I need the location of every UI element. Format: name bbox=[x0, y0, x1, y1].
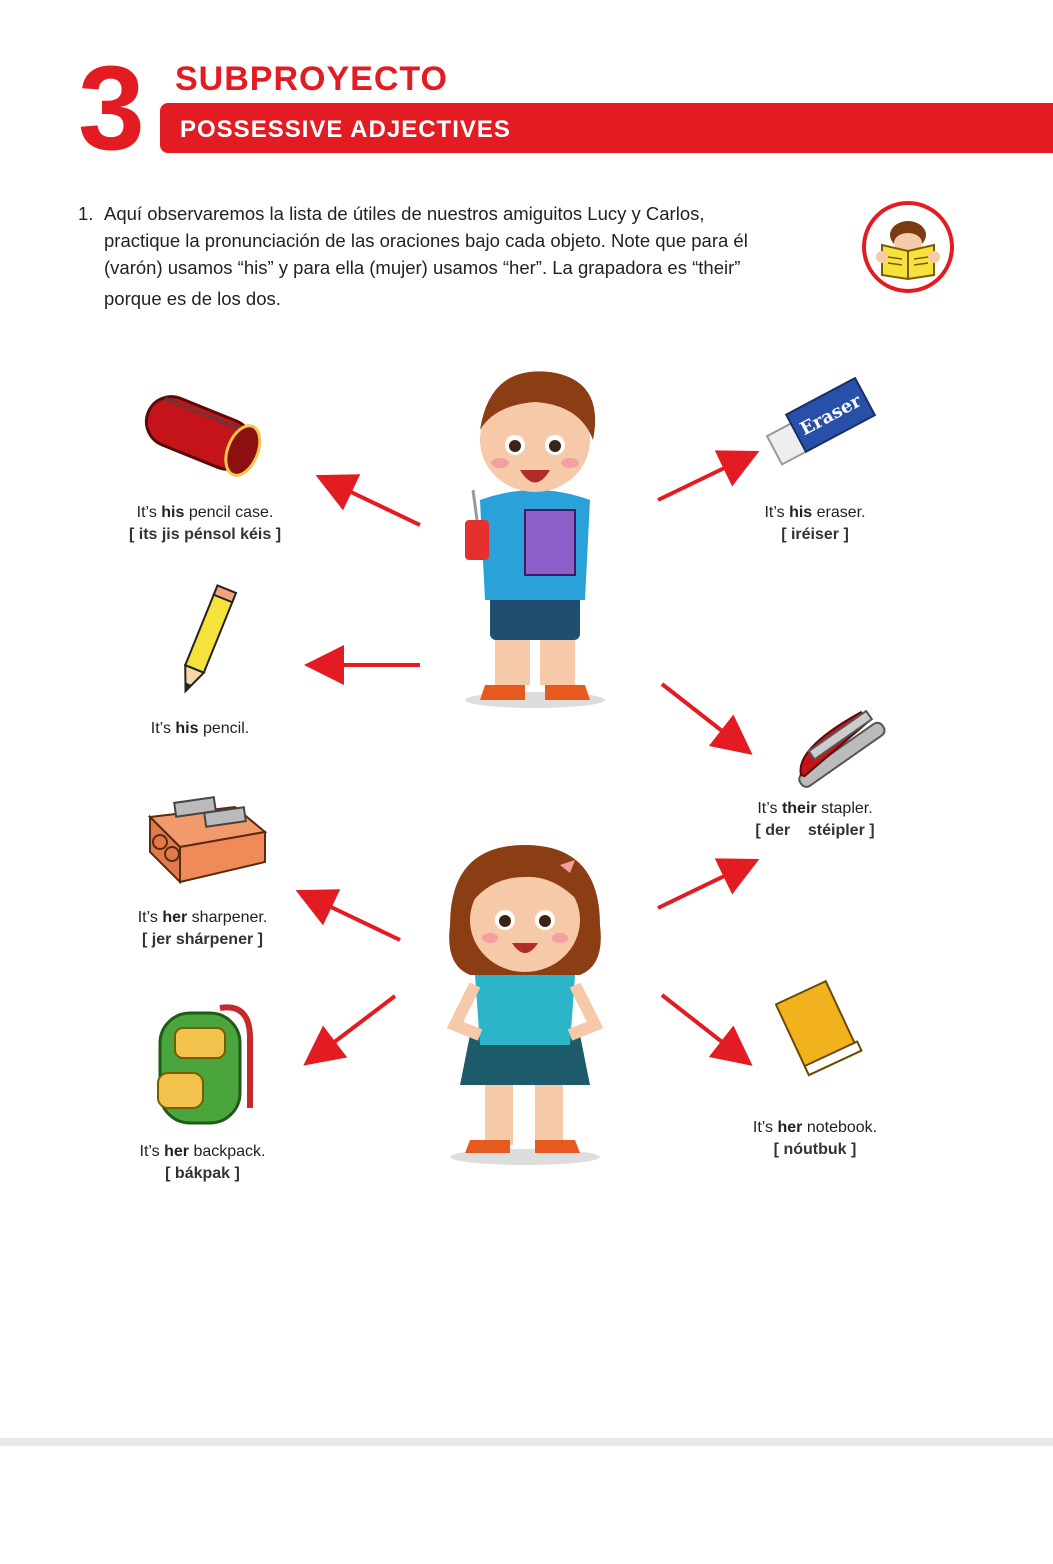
caption-post: pencil. bbox=[198, 720, 250, 737]
caption-post: pencil case. bbox=[184, 504, 274, 521]
instruction-line-3: (varón) usamos “his” y para ella (mujer) usamos “her”. La grapadora es “their” bbox=[104, 257, 741, 278]
notebook-image bbox=[775, 978, 865, 1078]
possessive-word: their bbox=[781, 800, 817, 817]
caption-pre: It’s bbox=[757, 800, 782, 817]
possessive-word: her bbox=[164, 1143, 190, 1160]
caption-pencil-case bbox=[95, 502, 315, 546]
possessive-word: his bbox=[789, 504, 813, 521]
pencil-image bbox=[165, 583, 245, 703]
caption-pre: It’s bbox=[136, 504, 162, 521]
instruction-number: 1. bbox=[78, 203, 94, 224]
arrow-sharpener bbox=[310, 897, 400, 940]
caption-backpack bbox=[100, 1141, 305, 1185]
pronunciation: [ der stéipler ] bbox=[755, 822, 875, 839]
eraser-image bbox=[760, 370, 880, 480]
caption-eraser bbox=[720, 502, 910, 546]
pronunciation: [ jer shárpener ] bbox=[142, 931, 263, 948]
page-bottom-divider bbox=[0, 1438, 1053, 1446]
instruction-line-2: practique la pronunciación de las oraciones bajo cada objeto. Note que para él bbox=[104, 230, 748, 251]
backpack-image bbox=[150, 998, 265, 1128]
caption-pre: It’s bbox=[752, 1119, 778, 1136]
arrow-stapler-girl bbox=[658, 866, 745, 908]
caption-notebook bbox=[710, 1117, 920, 1161]
pronunciation: [ bákpak ] bbox=[165, 1165, 240, 1182]
possessive-word: his bbox=[175, 720, 199, 737]
arrow-stapler bbox=[662, 684, 740, 745]
caption-stapler bbox=[715, 798, 915, 842]
eraser-brand: Eraser bbox=[796, 390, 865, 441]
pronunciation: [ iréiser ] bbox=[781, 526, 849, 543]
stapler-image bbox=[780, 695, 890, 795]
caption-post: notebook. bbox=[802, 1119, 878, 1136]
section-title: SUBPROYECTO bbox=[175, 60, 448, 98]
caption-sharpener bbox=[100, 907, 305, 951]
possessive-word: her bbox=[162, 909, 188, 926]
pronunciation: [ its jis pénsol kéis ] bbox=[128, 526, 282, 543]
pronunciation: [ nóutbuk ] bbox=[773, 1141, 857, 1158]
possessive-word: his bbox=[161, 504, 185, 521]
arrow-backpack bbox=[316, 996, 395, 1056]
caption-pre: It’s bbox=[139, 1143, 165, 1160]
caption-post: stapler. bbox=[816, 800, 873, 817]
instruction-line-1: Aquí observaremos la lista de útiles de nuestros amiguitos Lucy y Carlos, bbox=[104, 203, 705, 224]
boy-character bbox=[455, 360, 615, 710]
arrow-eraser bbox=[658, 458, 745, 500]
possessive-word: her bbox=[777, 1119, 803, 1136]
caption-pencil bbox=[100, 718, 300, 740]
caption-post: eraser. bbox=[812, 504, 866, 521]
sharpener-image bbox=[140, 792, 270, 887]
caption-pre: It’s bbox=[137, 909, 163, 926]
arrow-pencil-case bbox=[330, 482, 420, 525]
pencil-case-image bbox=[135, 380, 275, 485]
caption-post: backpack. bbox=[189, 1143, 266, 1160]
caption-pre: It’s bbox=[150, 720, 176, 737]
caption-pre: It’s bbox=[764, 504, 790, 521]
caption-post: sharpener. bbox=[187, 909, 268, 926]
section-number: 3 bbox=[78, 41, 145, 175]
instruction-line-4: porque es de los dos. bbox=[104, 288, 281, 309]
arrow-notebook bbox=[662, 995, 740, 1056]
section-subtitle: POSSESSIVE ADJECTIVES bbox=[180, 116, 511, 143]
girl-character bbox=[430, 835, 620, 1165]
